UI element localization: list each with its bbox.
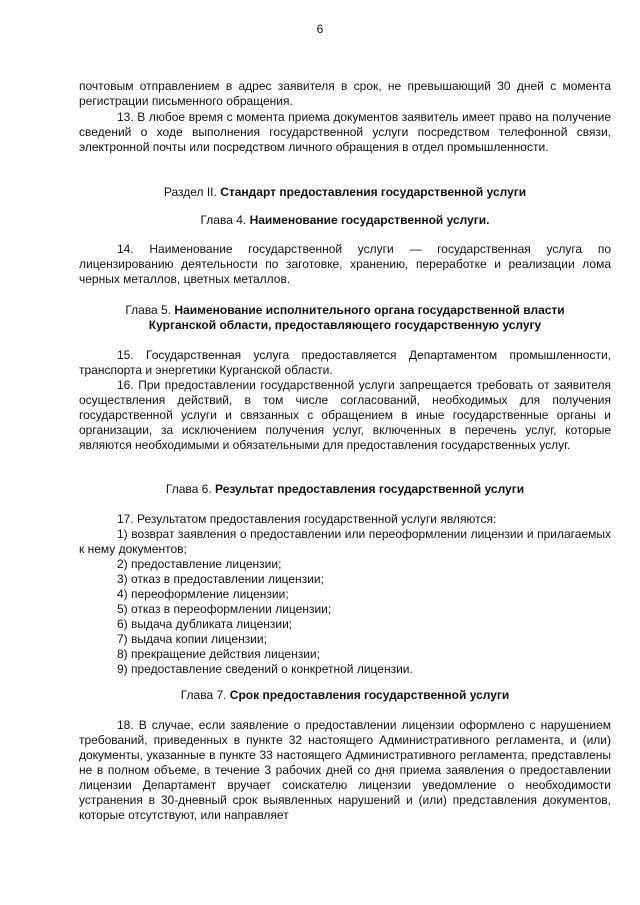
- section-2-title: Стандарт предоставления государственной услуги: [220, 185, 527, 199]
- paragraph-15: 15. Государственная услуга предоставляется Департаментом промышленности, транспорта и энергетики Курганской области.: [79, 348, 611, 377]
- chapter-5-title-line1: Наименование исполнительного органа государственной власти: [174, 303, 565, 317]
- list-item: 9) предоставление сведений о конкретной лицензии.: [117, 662, 413, 676]
- chapter-4-title: Наименование государственной услуги.: [249, 213, 490, 227]
- paragraph-18: 18. В случае, если заявление о предоставлении лицензии оформлено с нарушением требований, приведенных в пункте 32 настоящего Административного регламента, и (или) документы, указанные в пункте 33 настоящего Административного регламента, представлены не в полном объеме, в течение 3 рабочих дней со дня приема заявления о предоставлении лицензии Департамент вручает соискателю лицензии уведомление о необходимости устранения в 30-дневный срок выявленных нарушений и (или) представления документов, которые отсутствуют, или направляет: [79, 718, 611, 822]
- paragraph-14: 14. Наименование государственной услуги — государственная услуга по лицензированию деятельности по заготовке, хранению, переработке и реализации лома черных металлов, цветных металлов.: [79, 242, 611, 286]
- list-item: 4) переоформление лицензии;: [117, 587, 289, 601]
- paragraph-17: 17. Результатом предоставления государственной услуги являются:: [117, 512, 497, 526]
- paragraph-13: 13. В любое время с момента приема документов заявитель имеет право на получение сведений о ходе выполнения государственной услуги посредством телефонной связи, электронной почты или посредством личного обращения в отдел промышленности.: [79, 110, 611, 154]
- section-2-prefix: Раздел II.: [163, 185, 221, 199]
- chapter-4-heading: [79, 213, 611, 228]
- section-2-heading: [79, 185, 611, 200]
- result-list: [79, 527, 611, 677]
- list-item: 5) отказ в переоформлении лицензии;: [117, 602, 332, 616]
- chapter-5-title-line2: Курганской области, предоставляющего государственную услугу: [148, 318, 542, 332]
- page-number: 6: [316, 22, 324, 36]
- list-item: 3) отказ в предоставлении лицензии;: [117, 572, 324, 586]
- list-item: 6) выдача дубликата лицензии;: [117, 617, 293, 631]
- paragraph-intro: почтовым отправлением в адрес заявителя в срок, не превышающий 30 дней с момента регистрации письменного обращения.: [79, 79, 611, 108]
- list-item: 1) возврат заявления о предоставлении или переоформлении лицензии и прилагаемых к нему документов;: [79, 527, 611, 556]
- list-item: 2) предоставление лицензии;: [117, 557, 282, 571]
- list-item: 8) прекращение действия лицензии;: [117, 647, 320, 661]
- paragraph-16: 16. При предоставлении государственной услуги запрещается требовать от заявителя осуществления действий, в том числе согласований, необходимых для получения государственной услуги и связанных с обращением в иные государственные органы и организации, за исключением получения услуг, включенных в перечень услуг, которые являются необходимыми и обязательными для предоставления государственных услуг.: [79, 378, 611, 452]
- chapter-7-prefix: Глава 7.: [180, 688, 230, 702]
- chapter-6-title: Результат предоставления государственной услуги: [215, 482, 525, 496]
- chapter-7-heading: [79, 688, 611, 703]
- chapter-6-prefix: Глава 6.: [165, 482, 215, 496]
- chapter-5-prefix: Глава 5.: [125, 303, 175, 317]
- chapter-5-heading: [79, 303, 611, 333]
- chapter-6-heading: [79, 482, 611, 497]
- chapter-4-prefix: Глава 4.: [200, 213, 250, 227]
- list-item: 7) выдача копии лицензии;: [117, 632, 267, 646]
- chapter-7-title: Срок предоставления государственной услуги: [229, 688, 510, 702]
